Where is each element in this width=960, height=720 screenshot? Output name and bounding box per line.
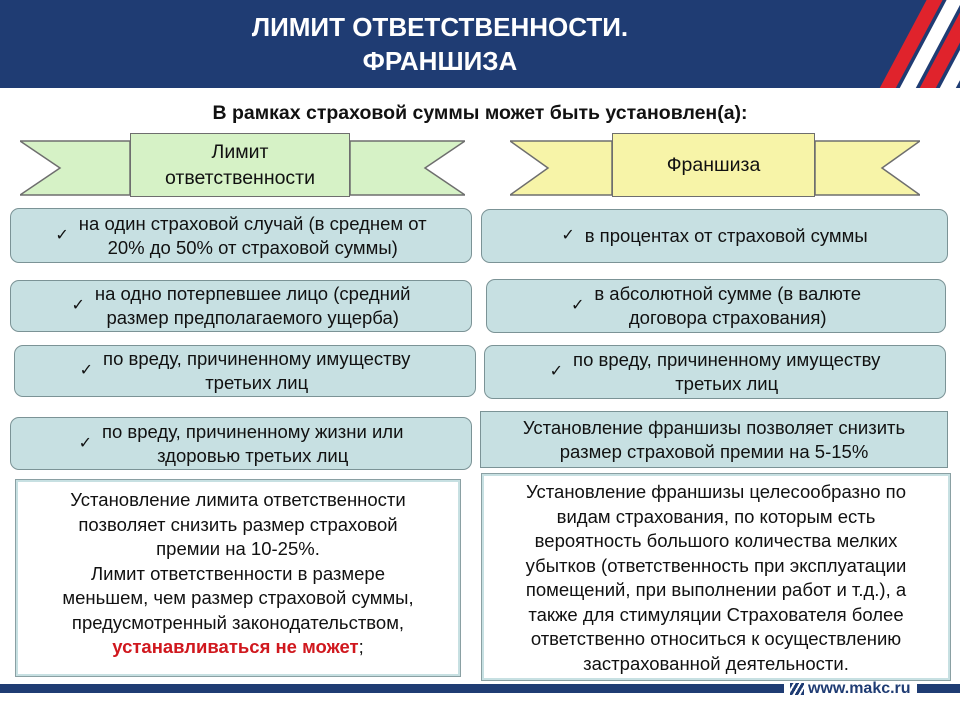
check-icon: ✓ — [549, 363, 564, 380]
ribbon-deductible — [510, 133, 920, 203]
page-title: ЛИМИТ ОТВЕТСТВЕННОСТИ. ФРАНШИЗА — [251, 12, 629, 76]
list-item: ✓ в процентах от страховой суммы — [481, 209, 948, 263]
footer-link[interactable]: www.makc.ru — [784, 681, 917, 697]
deductible-note: Установление франшизы целесообразно по видам страхования, по которым есть вероятность большого количества мелких убытков (ответственность при эксплуатации помещений, при выполнении работ и т.д.), а также для стимуляции Страхователя более ответственно относиться к осуществлению застрахованной деятельности. — [482, 474, 950, 680]
list-item: ✓ на одно потерпевшее лицо (средний размер предполагаемого ущерба) — [10, 280, 472, 332]
check-icon: ✓ — [561, 227, 575, 244]
list-item: ✓ на один страховой случай (в среднем от 20% до 50% от страховой суммы) — [10, 208, 472, 263]
check-icon: ✓ — [78, 434, 92, 452]
highlight-text: устанавливаться не может — [112, 636, 359, 657]
list-item: ✓ по вреду, причиненному имуществу третьих лиц — [484, 345, 946, 399]
ribbon-label: Франшиза — [612, 133, 815, 197]
subtitle: В рамках страховой суммы может быть установлен(а): — [212, 102, 748, 124]
check-icon: ✓ — [71, 297, 85, 314]
header-bar — [0, 0, 960, 88]
list-item: ✓ по вреду, причиненному жизни или здоровью третьих лиц — [10, 417, 472, 470]
check-icon: ✓ — [55, 226, 69, 244]
list-item: ✓ по вреду, причиненному имуществу третьих лиц — [14, 345, 476, 397]
deductible-premium-note: Установление франшизы позволяет снизить размер страховой премии на 5-15% — [480, 411, 948, 468]
liability-limit-note: Установление лимита ответственности позволяет снизить размер страховой премии на 10-25%. Лимит ответственности в размере меньшем, чем размер страховой суммы, предусмотренный законодательством, устанавливаться не может; — [16, 480, 460, 676]
ribbon-label: Лимит ответственности — [130, 133, 350, 197]
check-icon: ✓ — [570, 297, 585, 314]
logo-stripes-icon — [790, 683, 804, 695]
check-icon: ✓ — [79, 362, 94, 379]
ribbon-liability-limit — [20, 133, 465, 203]
list-item: ✓ в абсолютной сумме (в валюте договора страхования) — [486, 279, 946, 333]
